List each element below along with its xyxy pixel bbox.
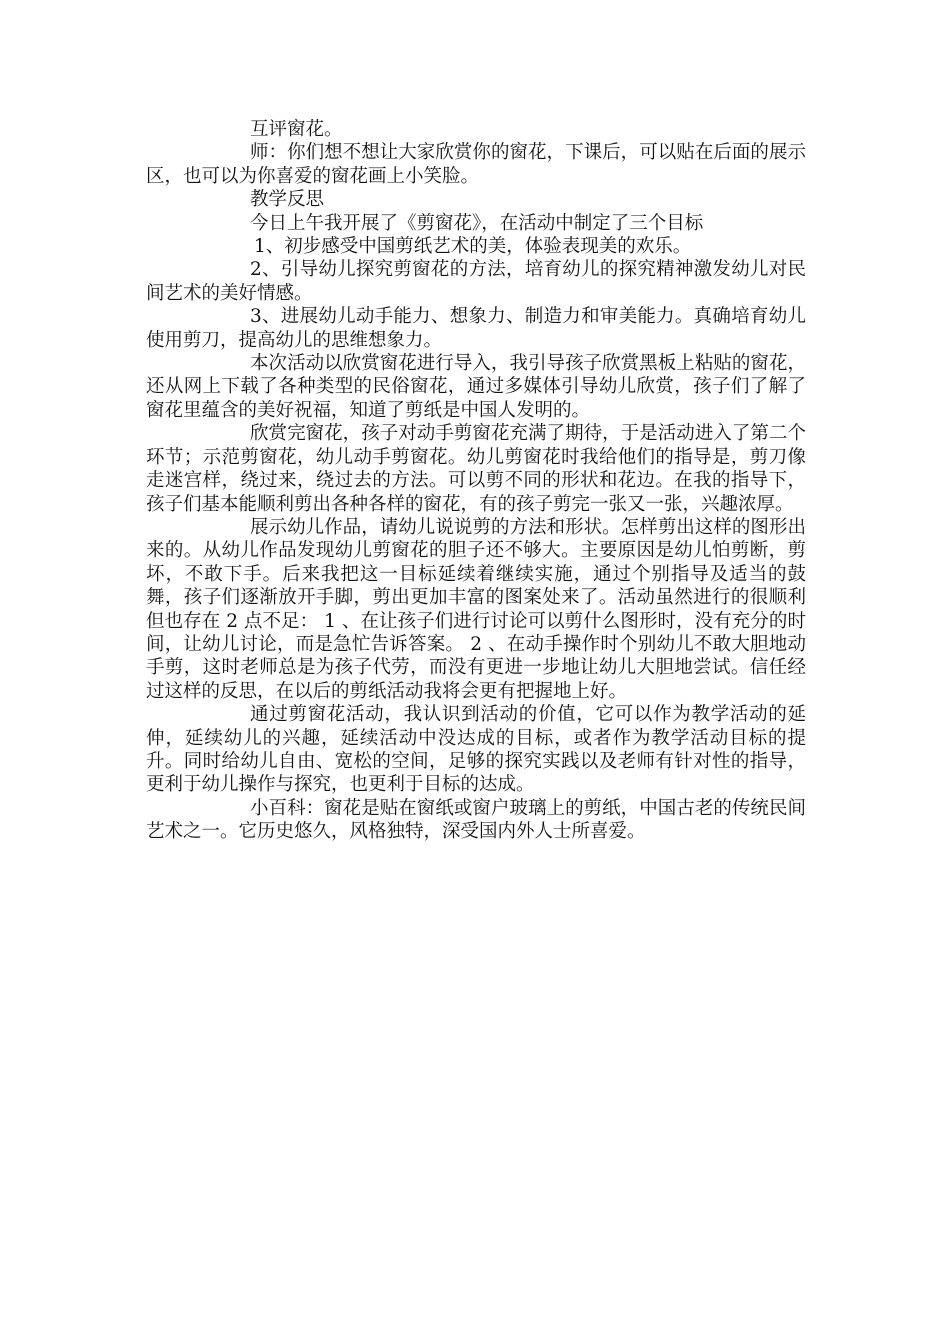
paragraph-showcase: 展示幼儿作品，请幼儿说说剪的方法和形状。怎样剪出这样的图形出来的。从幼儿作品发现幼儿剪窗花的胆子还不够大。主要原因是幼儿怕剪断，剪坏，不敢下手。后来我把这一目标延续着继续实施，通过个别指导及适当的鼓舞，孩子们逐渐放开手脚，剪出更加丰富的图案处来了。活动虽然进行的很顺利但也存在 2 点不足： 1 、在让孩子们进行讨论可以剪什么图形时，没有充分的时间，让幼儿讨论，而是急忙告诉答案。 2 、在动手操作时个别幼儿不敢大胆地动手剪，这时老师总是为孩子代劳，而没有更进一步地让幼儿大胆地尝试。信任经过这样的反思，在以后的剪纸活动我将会更有把握地上好。 bbox=[146, 516, 806, 702]
paragraph-goal-3: 3、进展幼儿动手能力、想象力、制造力和审美能力。真确培育幼儿使用剪刀，提高幼儿的思维想象力。 bbox=[146, 306, 806, 351]
paragraph-activity-intro: 今日上午我开展了《剪窗花》，在活动中制定了三个目标 bbox=[250, 212, 704, 234]
paragraph-appreciation: 本次活动以欣赏窗花进行导入，我引导孩子欣赏黑板上粘贴的窗花，还从网上下载了各种类型的民俗窗花，通过多媒体引导幼儿欣赏，孩子们了解了窗花里蕴含的美好祝福，知道了剪纸是中国人发明的。 bbox=[146, 353, 806, 421]
paragraph-demonstration: 欣赏完窗花，孩子对动手剪窗花充满了期待，于是活动进入了第二个环节；示范剪窗花，幼儿动手剪窗花。幼儿剪窗花时我给他们的指导是，剪刀像走迷宫样，绕过来，绕过去的方法。可以剪不同的形状和花边。在我的指导下，孩子们基本能顺利剪出各种各样的窗花，有的孩子剪完一张又一张，兴趣浓厚。 bbox=[146, 423, 806, 515]
paragraph-goal-2: 2、引导幼儿探究剪窗花的方法，培育幼儿的探究精神激发幼儿对民间艺术的美好情感。 bbox=[146, 259, 806, 304]
paragraph-goal-1: 1、初步感受中国剪纸艺术的美，体验表现美的欢乐。 bbox=[254, 236, 692, 258]
document-page bbox=[146, 118, 806, 844]
paragraph-teacher-speech: 师：你们想不想让大家欣赏你的窗花，下课后，可以贴在后面的展示区，也可以为你喜爱的窗花画上小笑脸。 bbox=[146, 142, 806, 187]
paragraph-encyclopedia: 小百科：窗花是贴在窗纸或窗户玻璃上的剪纸，中国古老的传统民间艺术之一。它历史悠久，风格独特，深受国内外人士所喜爱。 bbox=[146, 797, 806, 843]
paragraph-peer-review: 互评窗花。 bbox=[250, 119, 343, 140]
section-heading-reflection: 教学反思 bbox=[250, 189, 325, 211]
paragraph-value: 通过剪窗花活动，我认识到活动的价值，它可以作为教学活动的延伸，延续幼儿的兴趣，延续活动中没达成的目标，或者作为教学活动目标的提升。同时给幼儿自由、宽松的空间，足够的探究实践以及老师有针对性的指导，更利于幼儿操作与探究，也更利于目标的达成。 bbox=[146, 704, 806, 796]
